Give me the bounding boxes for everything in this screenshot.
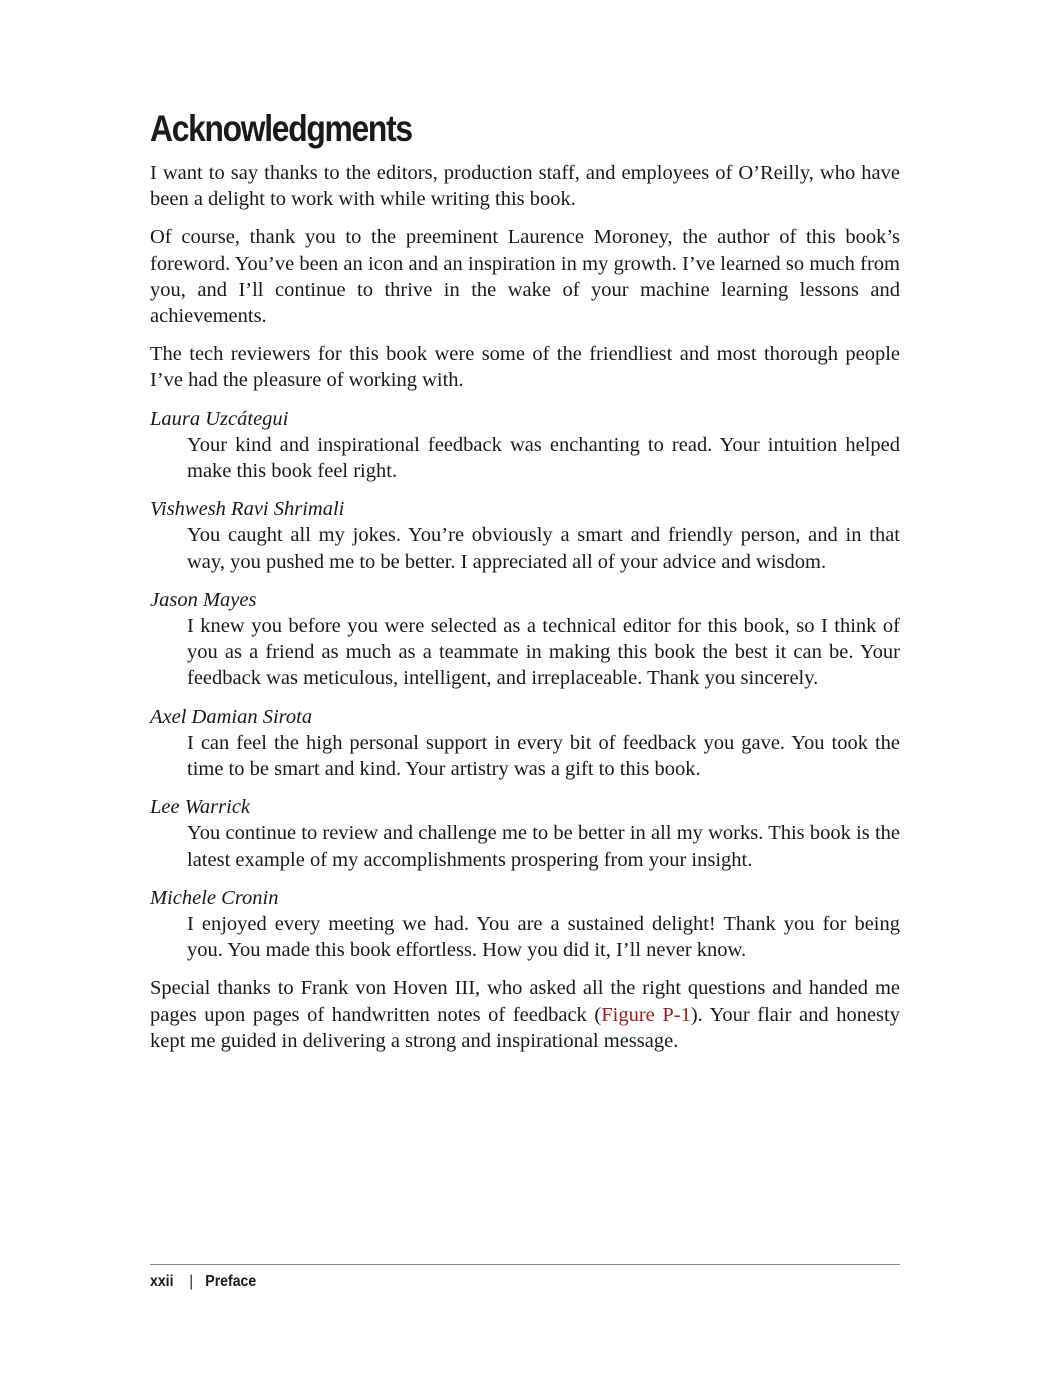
reviewer-name: Laura Uzcátegui (150, 407, 289, 430)
reviewer-list (150, 406, 900, 964)
reviewer-note: I enjoyed every meeting we had. You are a sustained delight! Thank you for being you. You made this book effortless. How you did it, I’ll never know. (187, 913, 900, 962)
running-section-title: Preface (205, 1273, 257, 1290)
figure-link[interactable]: Figure P-1 (601, 1003, 691, 1026)
reviewer-note: I knew you before you were selected as a technical editor for this book, so I think of you as a friend as much as a teammate in making this book the best it can be. Your feedback was meticulous, intelligent, and irreplaceable. Thank you sincerely. (187, 615, 900, 690)
page-footer (150, 1271, 256, 1293)
reviewer-name: Vishwesh Ravi Shrimali (150, 498, 345, 521)
reviewer-name: Axel Damian Sirota (150, 705, 313, 728)
closing-paragraph (150, 975, 900, 1054)
page-number: xxii (150, 1273, 174, 1290)
footer-divider (150, 1264, 900, 1265)
reviewer-note: Your kind and inspirational feedback was enchanting to read. Your intuition helped make this book feel right. (187, 433, 900, 483)
section-body (150, 160, 900, 1066)
paragraph: I want to say thanks to the editors, production staff, and employees of O’Reilly, who have been a delight to work with while writing this book. (150, 162, 900, 211)
reviewer-note: You continue to review and challenge me to be better in all my works. This book is the latest example of my accomplishments prospering from your insight. (187, 822, 900, 871)
reviewer-name: Jason Mayes (150, 588, 257, 611)
paragraph: Of course, thank you to the preeminent Laurence Moroney, the author of this book’s foreword. You’ve been an icon and an inspiration in my growth. I’ve learned so much from you, and I’ll continue to thrive in the wake of your machine learning lessons and achievements. (150, 226, 900, 328)
footer-separator: | (189, 1273, 193, 1290)
closing-text-end: ). Your flair and honesty kept me guided in delivering a strong and inspirational message. (150, 1003, 900, 1052)
paragraph: The tech reviewers for this book were some of the friendliest and most thorough people I’ve had the pleasure of working with. (150, 343, 900, 392)
reviewer-note: I can feel the high personal support in every bit of feedback you gave. You took the time to be smart and kind. Your artistry was a gift to this book. (187, 731, 900, 781)
section-heading: Acknowledgments (150, 108, 412, 149)
reviewer-name: Lee Warrick (150, 796, 251, 819)
reviewer-name: Michele Cronin (150, 886, 279, 909)
closing-text-start: Special thanks to Frank von Hoven III, who asked all the right questions and handed me pages upon pages of handwritten notes of feedback ( (150, 977, 900, 1026)
reviewer-note: You caught all my jokes. You’re obviously a smart and friendly person, and in that way, you pushed me to be better. I appreciated all of your advice and wisdom. (187, 524, 900, 573)
